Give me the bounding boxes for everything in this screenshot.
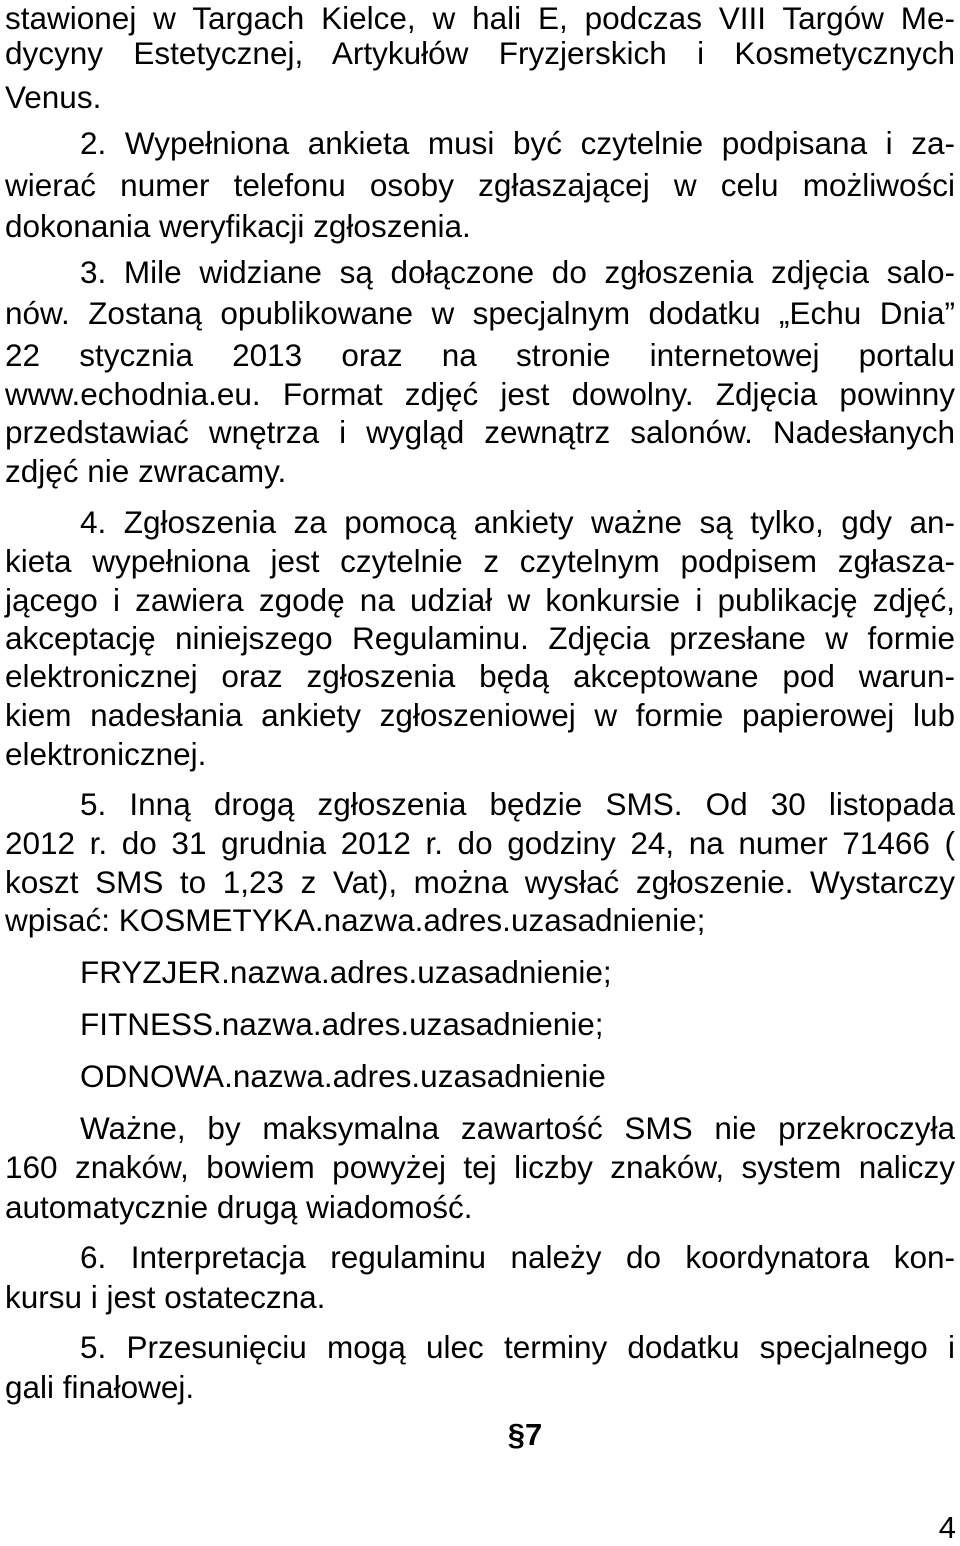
text-line: koszt SMS to 1,23 z Vat), można wysłać zgłoszenie. Wystarczy xyxy=(5,864,955,900)
text-line: wpisać: KOSMETYKA.nazwa.adres.uzasadnienie; xyxy=(5,902,706,938)
text-line: Venus. xyxy=(5,79,102,115)
text-line: 22 stycznia 2013 oraz na stronie internetowej portalu xyxy=(5,337,955,373)
text-line: Ważne, by maksymalna zawartość SMS nie przekroczyła xyxy=(80,1110,955,1146)
text-line: gali finałowej. xyxy=(5,1369,195,1405)
text-line: FITNESS.nazwa.adres.uzasadnienie; xyxy=(80,1006,604,1042)
text-line: 6. Interpretacja regulaminu należy do koordynatora kon- xyxy=(80,1239,955,1275)
text-line: kursu i jest ostateczna. xyxy=(5,1279,326,1315)
text-line: elektronicznej. xyxy=(5,736,207,772)
text-line: wierać numer telefonu osoby zgłaszającej w celu możliwości xyxy=(5,167,955,203)
text-line: elektronicznej oraz zgłoszenia będą akceptowane pod warun- xyxy=(5,658,955,694)
page-number: 4 xyxy=(938,1510,956,1545)
text-line: dycyny Estetycznej, Artykułów Fryzjerskich i Kosmetycznych xyxy=(5,35,955,71)
text-line: dokonania weryfikacji zgłoszenia. xyxy=(5,208,471,244)
text-line: stawionej w Targach Kielce, w hali E, podczas VIII Targów Me- xyxy=(5,0,955,36)
text-line: 4. Zgłoszenia za pomocą ankiety ważne są tylko, gdy an- xyxy=(80,504,955,540)
text-line: 5. Przesunięciu mogą ulec terminy dodatku specjalnego i xyxy=(80,1329,955,1365)
text-line: 160 znaków, bowiem powyżej tej liczby znaków, system naliczy xyxy=(5,1149,955,1185)
text-line: 5. Inną drogą zgłoszenia będzie SMS. Od 30 listopada xyxy=(80,786,955,822)
text-line: www.echodnia.eu. Format zdjęć jest dowolny. Zdjęcia powinny xyxy=(5,376,955,412)
text-line: 3. Mile widziane są dołączone do zgłoszenia zdjęcia salo- xyxy=(80,254,955,290)
text-line: 2. Wypełniona ankieta musi być czytelnie podpisana i za- xyxy=(80,125,955,161)
text-line: zdjęć nie zwracamy. xyxy=(5,453,287,489)
text-line: ODNOWA.nazwa.adres.uzasadnienie xyxy=(80,1058,606,1094)
text-line: przedstawiać wnętrza i wygląd zewnątrz salonów. Nadesłanych xyxy=(5,414,955,450)
text-line: nów. Zostaną opublikowane w specjalnym dodatku „Echu Dnia” xyxy=(5,295,955,331)
text-line: FRYZJER.nazwa.adres.uzasadnienie; xyxy=(80,954,612,990)
section-heading: §7 xyxy=(507,1417,543,1452)
text-line: kiem nadesłania ankiety zgłoszeniowej w formie papierowej lub xyxy=(5,697,955,733)
text-line: akceptację niniejszego Regulaminu. Zdjęcia przesłane w formie xyxy=(5,620,955,656)
text-line: 2012 r. do 31 grudnia 2012 r. do godziny 24, na numer 71466 ( xyxy=(5,825,955,861)
text-line: automatycznie drugą wiadomość. xyxy=(5,1189,473,1225)
text-line: jącego i zawiera zgodę na udział w konkursie i publikację zdjęć, xyxy=(5,582,955,618)
text-line: kieta wypełniona jest czytelnie z czytelnym podpisem zgłasza- xyxy=(5,543,955,579)
